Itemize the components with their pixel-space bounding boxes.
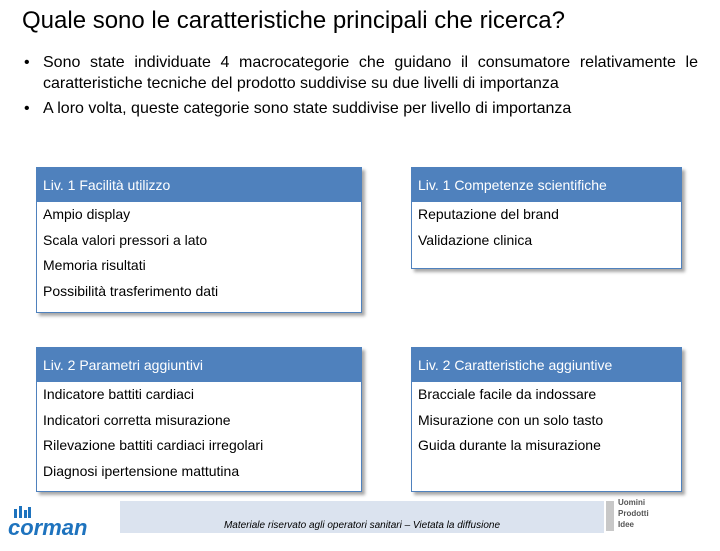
category-items (412, 202, 681, 253)
bullet-dot: • (24, 100, 30, 117)
category-items (37, 382, 361, 484)
category-header: Liv. 1 Competenze scientifiche (412, 168, 681, 202)
confidentiality-banner (120, 501, 604, 533)
category-item: Possibilità trasferimento dati (43, 282, 219, 299)
category-item: Indicatore battiti cardiaci (43, 386, 194, 402)
confidentiality-notice: Materiale riservato agli operatori sanitari – Vietata la diffusione (223, 520, 501, 531)
category-header: Liv. 2 Parametri aggiuntivi (37, 348, 361, 382)
bullet-item (22, 52, 698, 94)
logo-wordmark: corman (8, 515, 88, 537)
footer (0, 495, 720, 540)
bullet-item (22, 98, 698, 119)
brand-line: Idee (618, 520, 635, 529)
category-item: Scala valori pressori a lato (43, 231, 208, 248)
brand-line: Uomini (618, 498, 646, 507)
category-box-additional-parameters (36, 347, 362, 492)
category-item: Memoria risultati (43, 257, 146, 273)
category-item: Diagnosi ipertensione mattutina (43, 462, 240, 479)
bullet-text: Sono state individuate 4 macrocategorie che guidano il consumatore relativamente le caratteristiche tecniche del prodotto suddivise su due livelli di importanza (43, 54, 698, 92)
category-item: Misurazione con un solo tasto (418, 411, 604, 428)
bullet-text: A loro volta, queste categorie sono state suddivise per livello di importanza (43, 100, 572, 117)
category-header: Liv. 1 Facilità utilizzo (37, 168, 361, 202)
bullet-list (22, 52, 698, 123)
category-box-ease-of-use (36, 167, 362, 313)
category-item: Rilevazione battiti cardiaci irregolari (43, 437, 264, 453)
category-box-scientific-competence (411, 167, 682, 269)
category-items (412, 382, 681, 459)
slide-title: Quale sono le caratteristiche principali che ricerca? (22, 7, 565, 34)
category-header: Liv. 2 Caratteristiche aggiuntive (412, 348, 681, 382)
brand-tagline (618, 497, 649, 530)
category-item: Reputazione del brand (418, 206, 559, 222)
category-item: Ampio display (43, 206, 131, 222)
category-item: Indicatori corretta misurazione (43, 411, 231, 428)
category-box-additional-features (411, 347, 682, 492)
category-items (37, 202, 361, 304)
category-item: Guida durante la misurazione (418, 437, 601, 453)
brand-mark (606, 501, 614, 531)
brand-line: Prodotti (618, 509, 649, 518)
bullet-dot: • (24, 54, 30, 71)
category-item: Validazione clinica (418, 231, 533, 248)
category-item: Bracciale facile da indossare (418, 386, 597, 402)
corman-logo (6, 505, 116, 537)
